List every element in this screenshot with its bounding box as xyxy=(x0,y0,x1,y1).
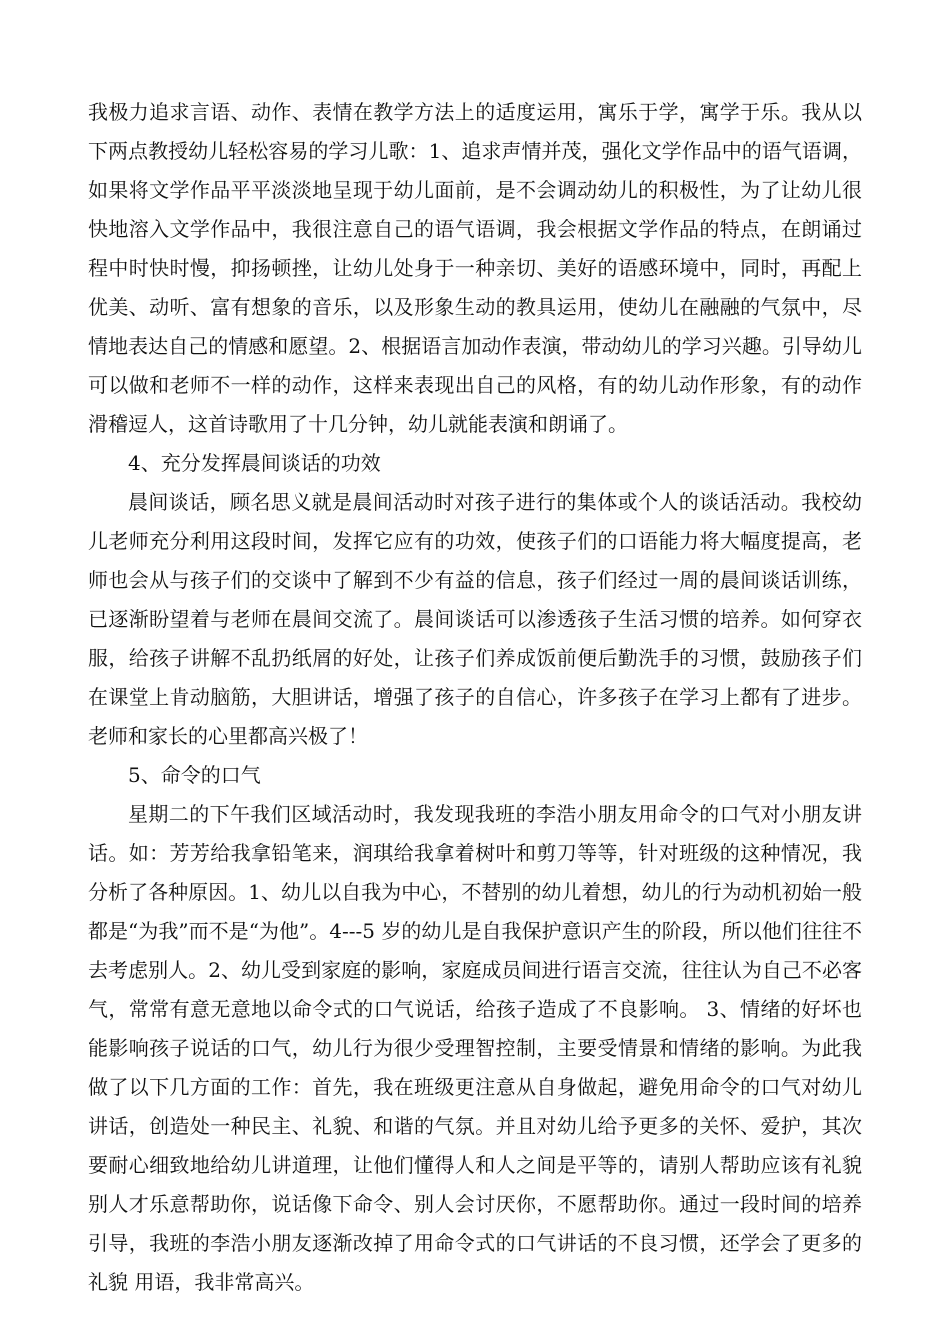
section-heading: 4、充分发挥晨间谈话的功效 xyxy=(128,451,381,475)
body-paragraph: 星期二的下午我们区域活动时，我发现我班的李浩小朋友用命令的口气对小朋友讲话。如：芳芳给我拿铅笔来，润琪给我拿着树叶和剪刀等等，针对班级的这种情况，我分析了各种原因。1、幼儿以自我为中心，不替别的幼儿着想，幼儿的行为动机初始一般都是“为我”而不是“为他”。4---5 岁的幼儿是自我保护意识产生的阶段，所以他们往往不去考虑别人。2、幼儿受到家庭的影响，家庭成员间进行语言交流，往往认为自己不必客气，常常有意无意地以命令式的口气说话，给孩子造成了不良影响。 3、情绪的好坏也能影响孩子说话的口气，幼儿行为很少受理智控制，主要受情景和情绪的影响。为此我做了以下几方面的工作：首先，我在班级更注意从自身做起，避免用命令的口气对幼儿讲话，创造处一种民主、礼貌、和谐的气氛。并且对幼儿给予更多的关怀、爱护，其次要耐心细致地给幼儿讲道理，让他们懂得人和人之间是平等的，请别人帮助应该有礼貌别人才乐意帮助你，说话像下命令、别人会讨厌你，不愿帮助你。通过一段时间的培养引导，我班的李浩小朋友逐渐改掉了用命令式的口气讲话的不良习惯，还学会了更多的礼貌 用语，我非常高兴。 xyxy=(88,802,862,1294)
document-page xyxy=(88,93,862,1302)
body-paragraph: 我极力追求言语、动作、表情在教学方法上的适度运用，寓乐于学，寓学于乐。我从以下两点教授幼儿轻松容易的学习儿歌：1、追求声情并茂，强化文学作品中的语气语调，如果将文学作品平平淡淡地呈现于幼儿面前，是不会调动幼儿的积极性，为了让幼儿很快地溶入文学作品中，我很注意自己的语气语调，我会根据文学作品的特点，在朗诵过程中时快时慢，抑扬顿挫，让幼儿处身于一种亲切、美好的语感环境中，同时，再配上优美、动听、富有想象的音乐，以及形象生动的教具运用，使幼儿在融融的气氛中，尽情地表达自己的情感和愿望。2、根据语言加动作表演，带动幼儿的学习兴趣。引导幼儿可以做和老师不一样的动作，这样来表现出自己的风格，有的幼儿动作形象，有的动作滑稽逗人，这首诗歌用了十几分钟，幼儿就能表演和朗诵了。 xyxy=(88,100,862,436)
body-paragraph: 晨间谈话，顾名思义就是晨间活动时对孩子进行的集体或个人的谈话活动。我校幼儿老师充分利用这段时间，发挥它应有的功效，使孩子们的口语能力将大幅度提高，老师也会从与孩子们的交谈中了解到不少有益的信息，孩子们经过一周的晨间谈话训练，已逐渐盼望着与老师在晨间交流了。晨间谈话可以渗透孩子生活习惯的培养。如何穿衣服，给孩子讲解不乱扔纸屑的好处，让孩子们养成饭前便后勤洗手的习惯，鼓励孩子们在课堂上肯动脑筋，大胆讲话，增强了孩子的自信心，许多孩子在学习上都有了进步。老师和家长的心里都高兴极了！ xyxy=(88,490,862,748)
section-heading: 5、命令的口气 xyxy=(128,763,261,787)
